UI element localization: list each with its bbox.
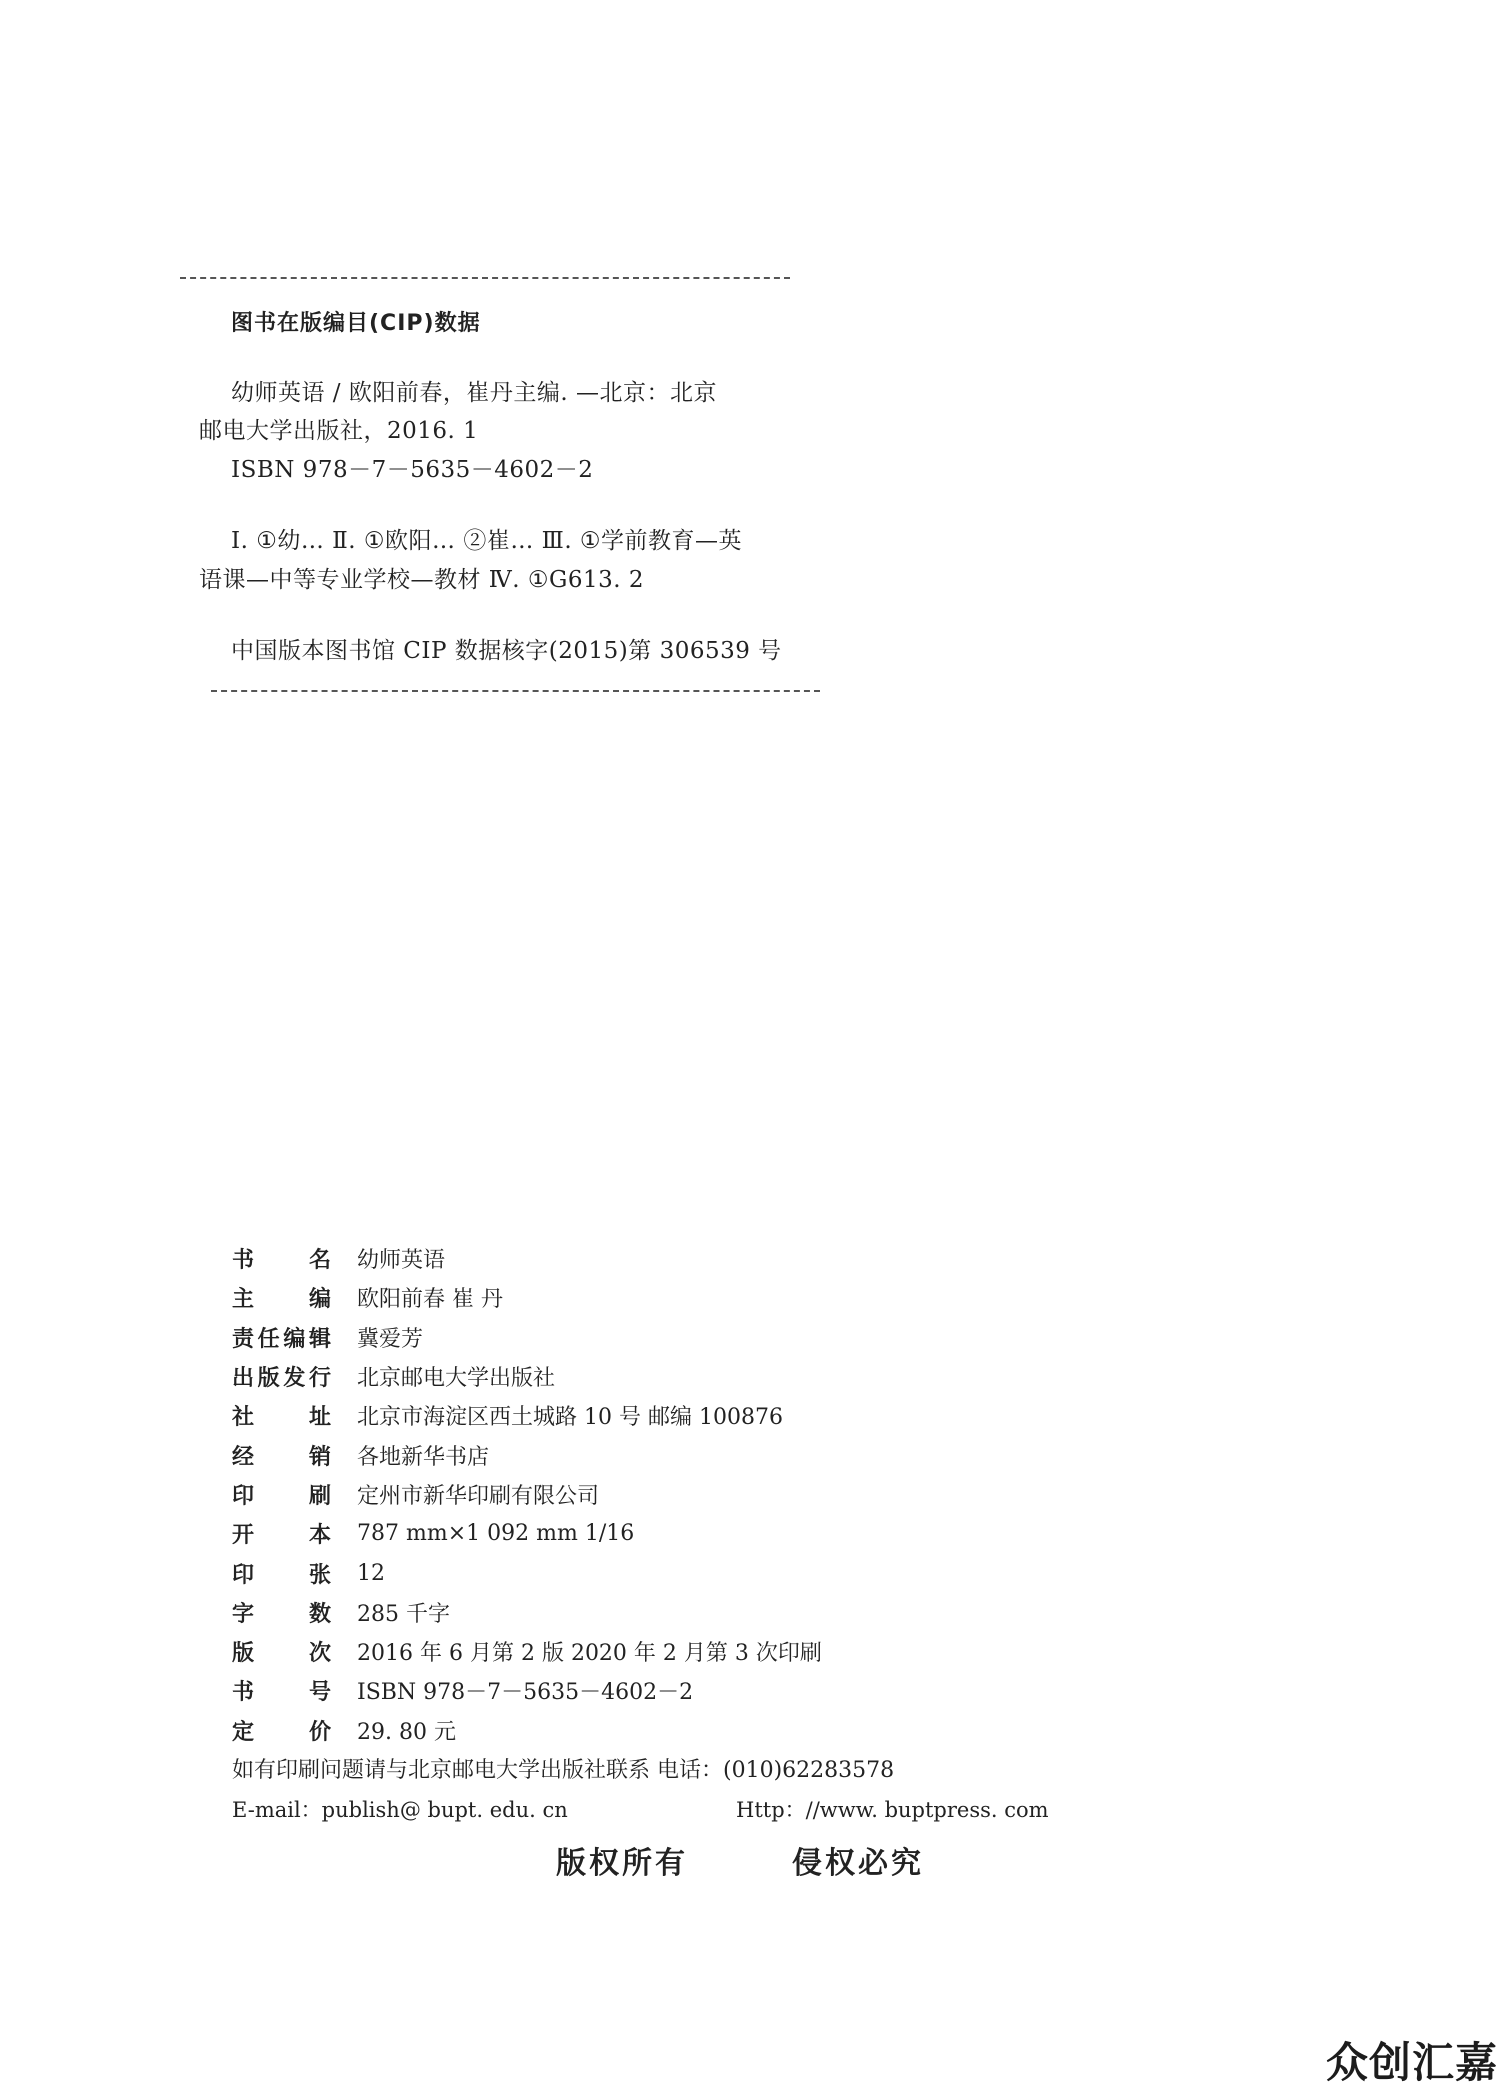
info-label	[232, 1597, 331, 1628]
info-label-char: 张	[308, 1562, 331, 1588]
top-dashed-divider	[180, 277, 790, 279]
info-label-char: 址	[308, 1405, 331, 1431]
info-value: 定州市新华印刷有限公司	[357, 1483, 600, 1509]
info-value: 各地新华书店	[357, 1444, 490, 1470]
info-label-char: 编	[283, 1326, 306, 1352]
info-label	[232, 1636, 331, 1667]
info-row	[232, 1632, 822, 1671]
info-row	[232, 1396, 822, 1435]
info-row	[232, 1435, 822, 1474]
infringement-notice: 侵权必究	[792, 1846, 924, 1881]
info-label	[232, 1518, 331, 1549]
cip-classification-line-cont: 语课—中等专业学校—教材 Ⅳ. ①G613. 2	[199, 567, 645, 593]
info-label-char: 刷	[308, 1483, 331, 1509]
publication-info-table	[232, 1239, 822, 1750]
info-row	[232, 1357, 822, 1396]
info-value: 北京市海淀区西土城路 10 号 邮编 100876	[357, 1405, 783, 1431]
info-label-char: 经	[232, 1444, 255, 1470]
info-label	[232, 1322, 331, 1353]
info-value: 幼师英语	[357, 1248, 446, 1274]
info-label	[232, 1243, 331, 1274]
info-value: ISBN 978－7－5635－4602－2	[357, 1680, 694, 1706]
info-label-char: 印	[232, 1562, 255, 1588]
info-label	[232, 1715, 331, 1746]
info-label-char: 版	[232, 1641, 255, 1667]
info-value: 29. 80 元	[357, 1719, 456, 1745]
info-label-char: 印	[232, 1483, 255, 1509]
cip-heading: 图书在版编目(CIP)数据	[231, 311, 481, 336]
watermark-logo: 众创汇嘉	[1325, 2038, 1498, 2087]
cip-classification-line: Ⅰ. ①幼… Ⅱ. ①欧阳… ②崔… Ⅲ. ①学前教育—英	[231, 528, 743, 554]
info-label-char: 发	[283, 1366, 306, 1392]
info-label	[232, 1558, 331, 1589]
copyright-notice: 版权所有	[556, 1846, 688, 1881]
info-row	[232, 1475, 822, 1514]
info-label	[232, 1361, 331, 1392]
info-value: 冀爱芳	[357, 1326, 424, 1352]
info-label-char: 主	[232, 1287, 255, 1313]
info-row	[232, 1711, 822, 1750]
info-label	[232, 1282, 331, 1313]
contact-phone-line: 如有印刷问题请与北京邮电大学出版社联系 电话：(010)62283578	[232, 1758, 895, 1783]
info-label-char: 任	[257, 1326, 280, 1352]
info-label-char: 销	[308, 1444, 331, 1470]
info-label	[232, 1440, 331, 1471]
info-label-char: 定	[232, 1719, 255, 1745]
info-label-char: 本	[308, 1523, 331, 1549]
info-row	[232, 1318, 822, 1357]
cip-isbn-line: ISBN 978－7－5635－4602－2	[231, 457, 594, 483]
info-value: 2016 年 6 月第 2 版 2020 年 2 月第 3 次印刷	[357, 1641, 822, 1667]
cip-record-number: 中国版本图书馆 CIP 数据核字(2015)第 306539 号	[231, 638, 782, 664]
info-label-char: 数	[308, 1601, 331, 1627]
info-row	[232, 1239, 822, 1278]
info-label-char: 开	[232, 1523, 255, 1549]
info-row	[232, 1671, 822, 1710]
info-label-char: 责	[232, 1326, 255, 1352]
info-label	[232, 1675, 331, 1706]
info-label	[232, 1400, 331, 1431]
info-label-char: 出	[232, 1366, 255, 1392]
info-label	[232, 1479, 331, 1510]
info-value: 12	[357, 1560, 385, 1586]
contact-email: E-mail：publish@ bupt. edu. cn	[232, 1798, 568, 1822]
info-label-char: 价	[308, 1719, 331, 1745]
info-label-char: 号	[308, 1680, 331, 1706]
info-label-char: 次	[308, 1641, 331, 1667]
info-label-char: 辑	[308, 1326, 331, 1352]
bottom-dashed-divider	[211, 690, 820, 692]
info-value: 北京邮电大学出版社	[357, 1366, 556, 1392]
info-row	[232, 1278, 822, 1317]
info-label-char: 行	[308, 1366, 331, 1392]
info-value: 285 千字	[357, 1601, 450, 1627]
info-label-char: 版	[257, 1366, 280, 1392]
info-value: 欧阳前春 崔 丹	[357, 1287, 503, 1313]
info-label-char: 书	[232, 1248, 255, 1274]
contact-website: Http：//www. buptpress. com	[736, 1798, 1049, 1822]
cip-title-line: 幼师英语 / 欧阳前春，崔丹主编. —北京：北京	[231, 380, 717, 406]
info-row	[232, 1553, 822, 1592]
info-row	[232, 1593, 822, 1632]
info-value: 787 mm×1 092 mm 1/16	[357, 1521, 635, 1547]
info-label-char: 编	[308, 1287, 331, 1313]
info-row	[232, 1514, 822, 1553]
info-label-char: 社	[232, 1405, 255, 1431]
info-label-char: 书	[232, 1680, 255, 1706]
info-label-char: 名	[308, 1248, 331, 1274]
info-label-char: 字	[232, 1601, 255, 1627]
cip-publisher-line: 邮电大学出版社，2016. 1	[199, 418, 479, 444]
